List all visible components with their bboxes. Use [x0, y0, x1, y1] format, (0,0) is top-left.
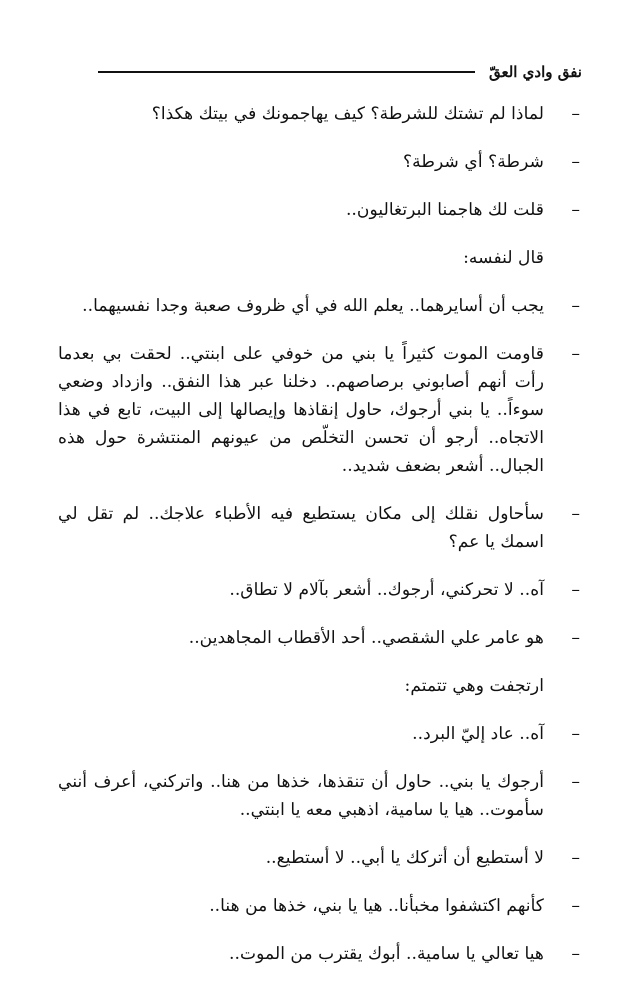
dialogue-dash: – [571, 344, 580, 364]
dialogue-line [58, 292, 582, 320]
book-title: نفق وادي العقّ [488, 63, 582, 81]
dialogue-dash: – [571, 580, 580, 600]
dialogue-text: شرطة؟ أي شرطة؟ [403, 152, 544, 172]
dialogue-dash: – [571, 848, 580, 868]
page-body [58, 100, 582, 968]
narration-line: قال لنفسه: [463, 248, 544, 268]
dialogue-dash: – [571, 104, 580, 124]
dialogue-dash: – [571, 944, 580, 964]
dialogue-line [58, 100, 582, 128]
dialogue-dash: – [571, 296, 580, 316]
dialogue-text: آه.. لا تحركني، أرجوك.. أشعر بآلام لا تطاق.. [229, 580, 544, 600]
dialogue-dash: – [571, 724, 580, 744]
dialogue-text: لماذا لم تشتك للشرطة؟ كيف يهاجمونك في بيتك هكذا؟ [151, 104, 544, 124]
dialogue-text: كأنهم اكتشفوا مخبأنا.. هيا يا بني، خذها من هنا.. [209, 896, 544, 916]
dialogue-text: يجب أن أسايرهما.. يعلم الله في أي ظروف صعبة وجدا نفسيهما.. [82, 296, 544, 316]
dialogue-line [58, 500, 582, 556]
dialogue-text: سأحاول نقلك إلى مكان يستطيع فيه الأطباء علاجك.. لم تقل لي اسمك يا عم؟ [58, 504, 544, 552]
dialogue-line [58, 148, 582, 176]
dialogue-dash: – [571, 200, 580, 220]
dialogue-line [58, 340, 582, 480]
dialogue-dash: – [571, 896, 580, 916]
dialogue-line [58, 940, 582, 968]
dialogue-line [58, 196, 582, 224]
dialogue-dash: – [571, 152, 580, 172]
dialogue-line [58, 576, 582, 604]
dialogue-dash: – [571, 772, 580, 792]
dialogue-line [58, 720, 582, 748]
running-header [98, 62, 582, 82]
dialogue-text: أرجوك يا بني.. حاول أن تنقذها، خذها من هنا.. واتركني، أعرف أنني سأموت.. هيا يا سامية، اذهبي معه يا ابنتي.. [58, 772, 544, 820]
dialogue-text: هو عامر علي الشقصي.. أحد الأقطاب المجاهدين.. [188, 628, 544, 648]
dialogue-dash: – [571, 504, 580, 524]
dialogue-line [58, 768, 582, 824]
dialogue-text: هيا تعالي يا سامية.. أبوك يقترب من الموت.. [229, 944, 544, 964]
dialogue-dash: – [571, 628, 580, 648]
dialogue-text: آه.. عاد إليّ البرد.. [412, 724, 544, 744]
header-rule [98, 71, 475, 73]
dialogue-line [58, 624, 582, 652]
dialogue-text: لا أستطيع أن أتركك يا أبي.. لا أستطيع.. [265, 848, 544, 868]
dialogue-line [58, 844, 582, 872]
narration-line: ارتجفت وهي تتمتم: [404, 676, 544, 696]
dialogue-text: قلت لك هاجمنا البرتغاليون.. [345, 200, 544, 220]
dialogue-text: قاومت الموت كثيراً يا بني من خوفي على ابنتي.. لحقت بي بعدما رأت أنهم أصابوني برصاصهم.. دخلنا عبر هذا النفق.. وازداد وضعي سوءاً.. يا بني أرجوك، حاول إنقاذها وإيصالها إلى البيت، تابع في هذا الاتجاه.. أرجو أن تحسن التخلّص من عيونهم المنتشرة حول هذه الجبال.. أشعر بضعف شديد.. [58, 344, 544, 476]
dialogue-line [58, 892, 582, 920]
